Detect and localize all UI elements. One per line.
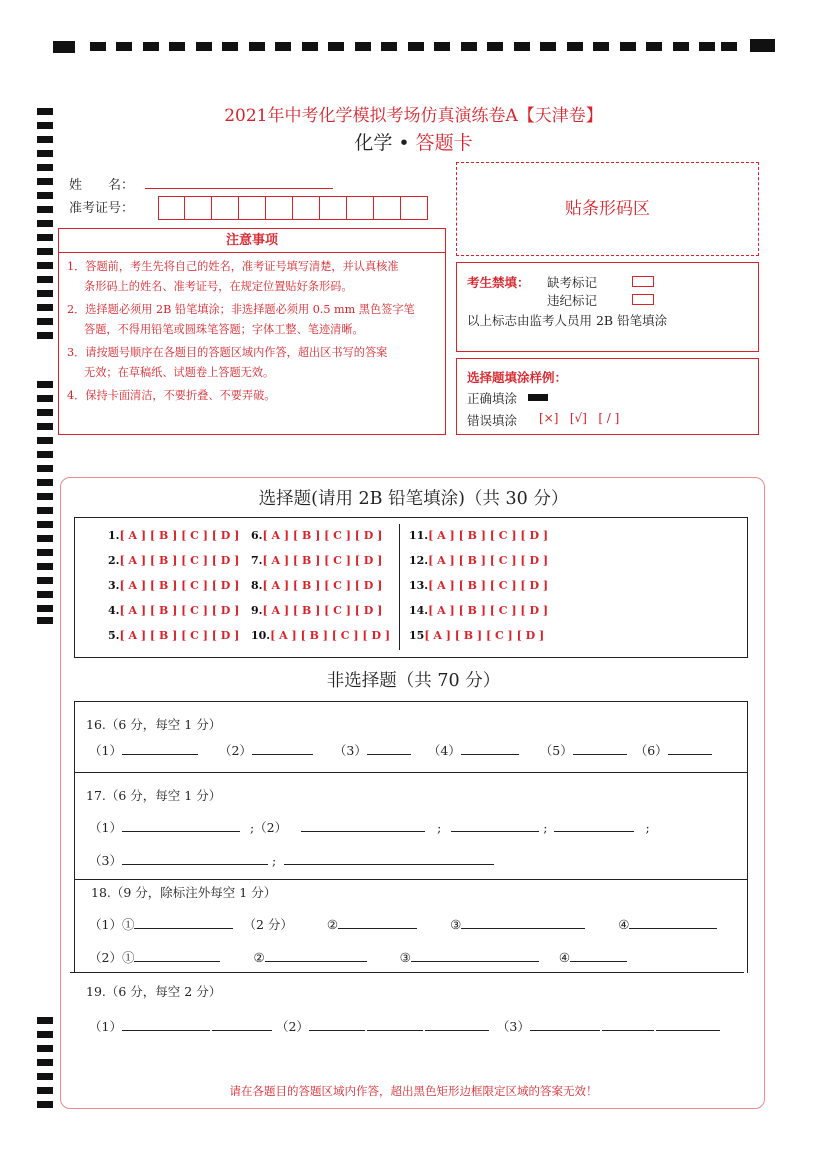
q16-blank-label: （4）: [427, 743, 461, 758]
mc-question-number: 11.: [409, 529, 429, 542]
mc-options[interactable]: [ A ] [ B ] [ C ] [ D ]: [262, 529, 383, 542]
mc-question-12[interactable]: [409, 554, 548, 567]
q17-title: 17.（6 分，每空 1 分）: [86, 788, 222, 803]
barcode-area-label: 贴条形码区: [565, 198, 650, 219]
mc-question-number: 1.: [108, 529, 120, 542]
mc-question-number: 15: [409, 629, 425, 642]
correct-fill-label: 正确填涂: [467, 391, 518, 406]
q17-line-2: [89, 851, 494, 869]
wrong-fill-marks: [×] [√] [ / ]: [539, 411, 620, 425]
fill-sample-title: 选择题填涂样例：: [467, 370, 568, 385]
q19-blank[interactable]: [602, 1018, 654, 1031]
name-label: 姓 名：: [69, 178, 135, 193]
q17-blank-label: ;（2）: [249, 820, 288, 835]
mc-question-number: 3.: [108, 579, 120, 592]
mc-question-13[interactable]: [409, 579, 548, 592]
id-digit-box[interactable]: [347, 196, 374, 220]
mc-question-11[interactable]: [409, 529, 548, 542]
divider: [74, 772, 748, 773]
id-digit-box[interactable]: [401, 196, 428, 220]
q19-blank[interactable]: [530, 1018, 600, 1031]
q17-blank-label: （1）: [89, 820, 122, 835]
mc-question-7[interactable]: [251, 554, 382, 567]
mc-question-6[interactable]: [251, 529, 382, 542]
mc-question-number: 8.: [251, 579, 263, 592]
q17-blank-label: ;: [543, 820, 548, 835]
wrong-fill-label: 错误填涂: [467, 413, 518, 428]
id-digit-box[interactable]: [374, 196, 401, 220]
q16-blank-4[interactable]: [461, 742, 519, 755]
mc-question-8[interactable]: [251, 579, 382, 592]
q18-blank-label: ②: [326, 917, 339, 932]
q19-blank[interactable]: [309, 1018, 365, 1031]
q16-blank-3[interactable]: [367, 742, 411, 755]
exam-title: 2021年中考化学模拟考场仿真演练卷A【天津卷】: [224, 106, 603, 126]
mc-question-5[interactable]: [108, 629, 239, 642]
notice-item: 无效；在草稿纸、试题卷上答题无效。: [84, 366, 275, 379]
q17-blank[interactable]: [122, 852, 268, 865]
q18-blank[interactable]: [411, 949, 539, 962]
divider: [70, 972, 744, 973]
q17-blank-label: ;: [437, 820, 442, 835]
divider: [747, 879, 748, 973]
q16-blank-label: （3）: [333, 743, 367, 758]
q18-blank-label: ④: [558, 950, 571, 965]
q19-title: 19.（6 分，每空 2 分）: [86, 984, 222, 999]
dot-separator: •: [398, 132, 410, 154]
mc-question-10[interactable]: [251, 629, 390, 642]
q17-blank[interactable]: [451, 819, 539, 832]
exam-id-label: 准考证号：: [69, 201, 135, 216]
q18-blank-label: （1）①: [89, 917, 135, 932]
absent-label: 缺考标记: [547, 275, 598, 290]
q19-blank[interactable]: [212, 1018, 272, 1031]
mc-question-number: 6.: [251, 529, 263, 542]
mc-question-number: 14.: [409, 604, 429, 617]
q19-blank[interactable]: [656, 1018, 720, 1031]
q18-blank-label: ③: [399, 950, 411, 965]
proctor-box: [456, 262, 759, 352]
answer-card-label: 答题卡: [415, 132, 473, 154]
q18-blank[interactable]: [338, 916, 417, 929]
mc-options[interactable]: [ A ] [ B ] [ C ] [ D ]: [119, 629, 240, 642]
mc-question-2[interactable]: [108, 554, 239, 567]
q18-points-label: （2 分）: [243, 917, 293, 932]
notice-item: 2．选择题必须用 2B 铅笔填涂；非选择题必须用 0.5 mm 黑色签字笔: [67, 303, 415, 316]
q18-line-1: [89, 915, 717, 933]
q18-blank-label: ③: [450, 917, 462, 932]
q19-blank[interactable]: [425, 1018, 489, 1031]
mc-question-number: 2.: [108, 554, 120, 567]
id-digit-box[interactable]: [320, 196, 347, 220]
q18-blank[interactable]: [461, 916, 585, 929]
q18-blank-label: （2）①: [89, 950, 135, 965]
q19-blank-label: （2）: [275, 1019, 309, 1034]
mc-question-9[interactable]: [251, 604, 382, 617]
q18-line-2: [89, 948, 627, 966]
q18-blank[interactable]: [570, 949, 627, 962]
absent-mark-box[interactable]: [632, 276, 654, 287]
q16-title: 16.（6 分，每空 1 分）: [86, 717, 222, 732]
divider: [74, 879, 748, 880]
q17-blank-label: ;: [271, 853, 277, 868]
q19-answers: [89, 1017, 720, 1035]
proctor-note: 以上标志由监考人员用 2B 铅笔填涂: [467, 313, 668, 328]
q17-line-1: [89, 818, 650, 836]
notice-box: [58, 228, 446, 435]
mc-question-number: 13.: [409, 579, 429, 592]
q17-blank-label: （3）: [89, 853, 122, 868]
mc-question-number: 9.: [251, 604, 263, 617]
violation-mark-box[interactable]: [632, 294, 654, 305]
q18-title: 18.（9 分，除标注外每空 1 分）: [91, 885, 277, 900]
mc-options[interactable]: [ A ] [ B ] [ C ] [ D ]: [428, 579, 549, 592]
id-digit-box[interactable]: [266, 196, 293, 220]
mc-options[interactable]: [ A ] [ B ] [ C ] [ D ]: [119, 579, 240, 592]
mc-options[interactable]: [ A ] [ B ] [ C ] [ D ]: [428, 604, 549, 617]
mc-options[interactable]: [ A ] [ B ] [ C ] [ D ]: [262, 579, 383, 592]
free-section-title: 非选择题（共 70 分）: [326, 671, 501, 691]
mc-question-number: 7.: [251, 554, 263, 567]
divider: [74, 879, 75, 973]
mc-question-3[interactable]: [108, 579, 239, 592]
q17-blank[interactable]: [301, 819, 425, 832]
mc-question-number: 4.: [108, 604, 120, 617]
mc-section-title: 选择题(请用 2B 铅笔填涂)（共 30 分）: [258, 489, 569, 509]
q19-blank[interactable]: [367, 1018, 423, 1031]
fill-sample-box: [456, 358, 759, 435]
notice-title: 注意事项: [59, 229, 445, 253]
q17-blank[interactable]: [284, 852, 494, 865]
q19-blank-label: （1）: [89, 1019, 122, 1034]
mc-question-1[interactable]: [108, 529, 239, 542]
q16-blank-5[interactable]: [573, 742, 627, 755]
q16-answers: [89, 741, 712, 759]
q18-blank-label: ②: [253, 950, 265, 965]
q18-blank[interactable]: [134, 916, 233, 929]
mc-options[interactable]: [ A ] [ B ] [ C ] [ D ]: [262, 604, 383, 617]
q17-blank[interactable]: [554, 819, 634, 832]
mc-options[interactable]: [ A ] [ B ] [ C ] [ D ]: [119, 604, 240, 617]
q17-blank[interactable]: [122, 819, 240, 832]
footer-warning: 请在各题目的答题区域内作答，超出黑色矩形边框限定区域的答案无效！: [229, 1084, 598, 1098]
violation-label: 违纪标记: [547, 293, 598, 308]
mc-question-4[interactable]: [108, 604, 239, 617]
mc-options[interactable]: [ A ] [ B ] [ C ] [ D ]: [424, 629, 545, 642]
q16-blank-label: （2）: [218, 743, 252, 758]
q16-blank-1[interactable]: [122, 742, 198, 755]
card-subtitle: [0, 128, 827, 155]
q18-blank[interactable]: [134, 949, 220, 962]
q19-blank-label: （3）: [496, 1019, 530, 1034]
id-digit-box[interactable]: [239, 196, 266, 220]
notice-item: 1．答题前，考生先将自己的姓名，准考证号填写清楚，并认真核准: [67, 260, 399, 273]
notice-item: 条形码上的姓名、准考证号，在规定位置贴好条形码。: [84, 280, 353, 293]
id-digit-box[interactable]: [212, 196, 239, 220]
q16-blank-label: （1）: [89, 743, 122, 758]
mc-options[interactable]: [ A ] [ B ] [ C ] [ D ]: [428, 529, 549, 542]
mc-divider: [399, 524, 400, 650]
mc-question-number: 5.: [108, 629, 120, 642]
q16-blank-label: （5）: [539, 743, 573, 758]
mc-options[interactable]: [ A ] [ B ] [ C ] [ D ]: [428, 554, 549, 567]
notice-item: 答题，不得用铅笔或圆珠笔答题；字体工整、笔迹清晰。: [84, 323, 364, 336]
id-digit-box[interactable]: [185, 196, 212, 220]
mc-options[interactable]: [ A ] [ B ] [ C ] [ D ]: [119, 554, 240, 567]
q18-blank[interactable]: [629, 916, 717, 929]
q16-blank-2[interactable]: [252, 742, 313, 755]
q18-blank-label: ④: [618, 917, 630, 932]
proctor-title: 考生禁填：: [467, 275, 530, 290]
name-field[interactable]: [145, 188, 333, 189]
q19-blank[interactable]: [122, 1018, 210, 1031]
subject-label: 化学: [354, 132, 393, 154]
q16-blank-label: （6）: [634, 743, 668, 758]
correct-fill-mark: [528, 394, 548, 401]
q16-blank-6[interactable]: [668, 742, 712, 755]
id-digit-box[interactable]: [158, 196, 185, 220]
barcode-area: [456, 162, 759, 256]
notice-item: 4．保持卡面清洁，不要折叠、不要弄破。: [67, 389, 276, 402]
mc-question-14[interactable]: [409, 604, 548, 617]
q18-blank[interactable]: [265, 949, 367, 962]
id-digit-box[interactable]: [293, 196, 320, 220]
exam-id-boxes[interactable]: [158, 196, 428, 220]
notice-item: 3．请按题号顺序在各题目的答题区域内作答，超出区书写的答案: [67, 346, 388, 359]
mc-options[interactable]: [ A ] [ B ] [ C ] [ D ]: [262, 554, 383, 567]
q17-blank-label: ;: [645, 820, 650, 835]
mc-options[interactable]: [ A ] [ B ] [ C ] [ D ]: [270, 629, 391, 642]
mc-question-15[interactable]: [409, 629, 544, 642]
mc-question-number: 10.: [251, 629, 271, 642]
mc-question-number: 12.: [409, 554, 429, 567]
mc-options[interactable]: [ A ] [ B ] [ C ] [ D ]: [119, 529, 240, 542]
